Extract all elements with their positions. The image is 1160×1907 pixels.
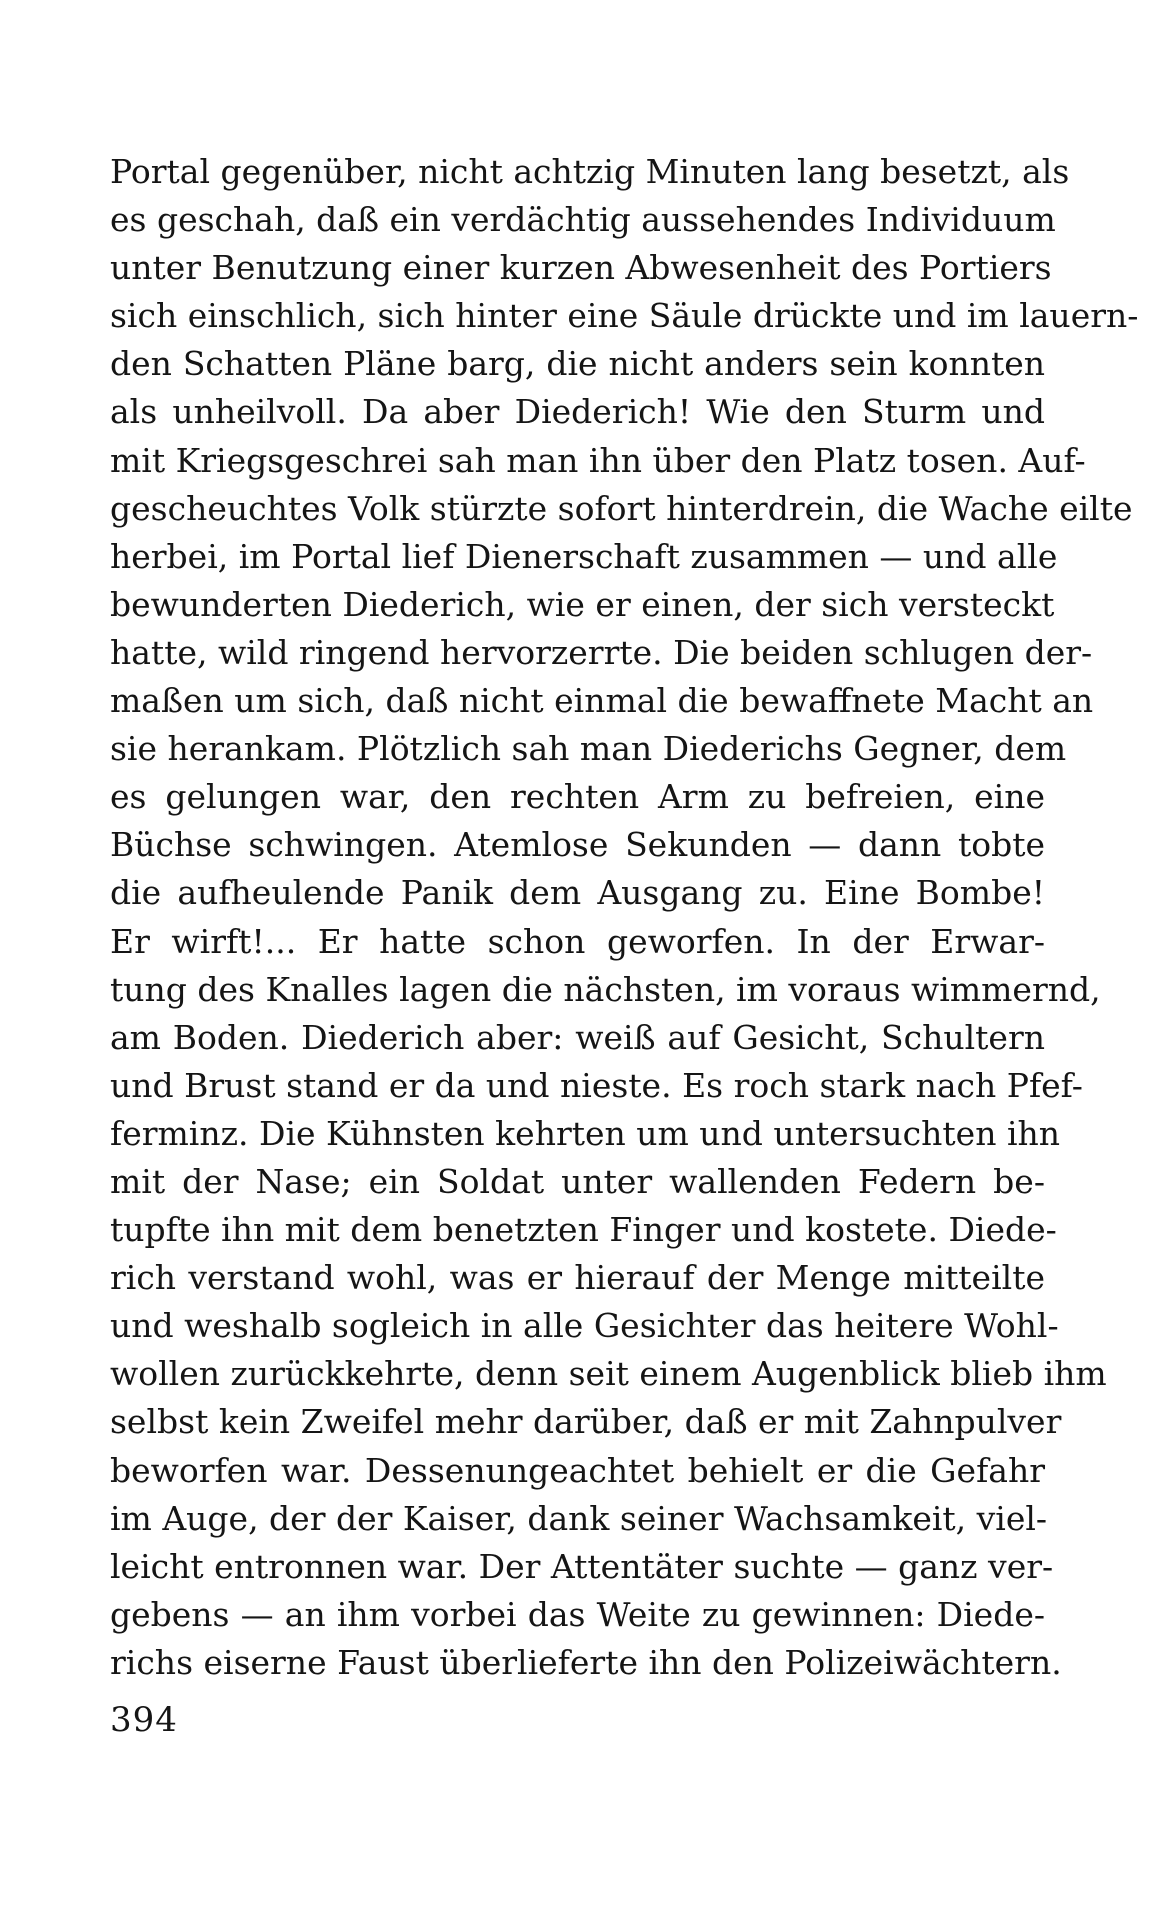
text-line: Büchse schwingen. Atemlose Sekunden — dann tobte [110, 825, 1045, 865]
text-line: Er wirft!... Er hatte schon geworfen. In der Erwar- [110, 921, 1045, 961]
text-line: mit der Nase; ein Soldat unter wallenden Federn be- [110, 1161, 1045, 1201]
text-line: und Brust stand er da und nieste. Es roch stark nach Pfef- [110, 1065, 1083, 1105]
text-line: im Auge, der der Kaiser, dank seiner Wachsamkeit, viel- [110, 1498, 1048, 1538]
text-line: gebens — an ihm vorbei das Weite zu gewinnen: Diede- [110, 1594, 1045, 1634]
text-line: maßen um sich, daß nicht einmal die bewaffnete Macht an [110, 681, 1094, 721]
text-line: die aufheulende Panik dem Ausgang zu. Eine Bombe! [110, 873, 1045, 913]
text-line: bewunderten Diederich, wie er einen, der sich versteckt [110, 584, 1055, 624]
body-text [110, 148, 1139, 1687]
text-line: beworfen war. Dessenungeachtet behielt er die Gefahr [110, 1450, 1045, 1490]
text-line: als unheilvoll. Da aber Diederich! Wie den Sturm und [110, 392, 1045, 432]
text-line: und weshalb sogleich in alle Gesichter das heitere Wohl- [110, 1306, 1059, 1346]
text-line: am Boden. Diederich aber: weiß auf Gesicht, Schultern [110, 1017, 1045, 1057]
text-line: tung des Knalles lagen die nächsten, im voraus wimmernd, [110, 969, 1101, 1009]
text-line: herbei, im Portal lief Dienerschaft zusammen — und alle [110, 536, 1058, 576]
text-line: es geschah, daß ein verdächtig aussehendes Individuum [110, 200, 1056, 240]
text-line: hatte, wild ringend hervorzerrte. Die beiden schlugen der- [110, 632, 1093, 672]
text-line: richs eiserne Faust überlieferte ihn den Polizeiwächtern. [110, 1642, 1062, 1682]
text-line: sie herankam. Plötzlich sah man Diederichs Gegner, dem [110, 729, 1067, 769]
text-line: leicht entronnen war. Der Attentäter suchte — ganz ver- [110, 1546, 1054, 1586]
text-line: gescheuchtes Volk stürzte sofort hinterdrein, die Wache eilte [110, 488, 1133, 528]
text-line: es gelungen war, den rechten Arm zu befreien, eine [110, 777, 1045, 817]
text-line: ferminz. Die Kühnsten kehrten um und untersuchten ihn [110, 1113, 1061, 1153]
text-line: den Schatten Pläne barg, die nicht anders sein konnten [110, 344, 1045, 384]
text-line: tupfte ihn mit dem benetzten Finger und kostete. Diede- [110, 1210, 1057, 1250]
text-line: mit Kriegsgeschrei sah man ihn über den Platz tosen. Auf- [110, 440, 1086, 480]
text-line: sich einschlich, sich hinter eine Säule drückte und im lauern- [110, 296, 1139, 336]
page-number: 394 [110, 1700, 178, 1740]
text-line: rich verstand wohl, was er hierauf der Menge mitteilte [110, 1258, 1045, 1298]
text-line: wollen zurückkehrte, denn seit einem Augenblick blieb ihm [110, 1354, 1107, 1394]
text-line: selbst kein Zweifel mehr darüber, daß er mit Zahnpulver [110, 1402, 1062, 1442]
text-line: Portal gegenüber, nicht achtzig Minuten lang besetzt, als [110, 152, 1070, 191]
text-line: unter Benutzung einer kurzen Abwesenheit des Portiers [110, 248, 1052, 288]
